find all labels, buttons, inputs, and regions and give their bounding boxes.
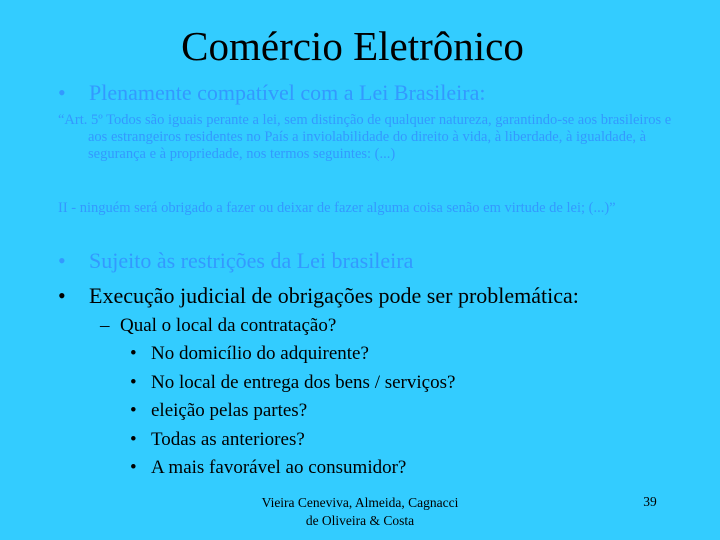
bullet-glyph: •: [130, 343, 137, 364]
constitution-quote: “Art. 5º Todos são iguais perante a lei, sem distinção de qualquer natureza, garantindo-se aos brasileiros e aos estrangeiros residentes no País a inviolabilidade do direito à vida, à liberdade, à igualdade, à segurança e à propriedade, nos termos seguintes: (...): [58, 112, 672, 162]
bullet-glyph: •: [130, 372, 137, 393]
bullet-glyph: •: [58, 80, 66, 105]
bullet-item-enforcement: [60, 283, 700, 309]
bullet-glyph: •: [130, 429, 137, 450]
option-item: [130, 343, 550, 367]
bullet-item-restrictions: [60, 248, 700, 274]
bullet-glyph: •: [130, 457, 137, 478]
slide-title: Comércio Eletrônico: [181, 23, 524, 69]
page-number: 39: [643, 494, 657, 509]
footer-authors-line2: de Oliveira & Costa: [305, 513, 415, 528]
option-item: [130, 457, 550, 481]
bullet-glyph: •: [58, 283, 66, 308]
option-text: A mais favorável ao consumidor?: [151, 457, 407, 478]
bullet-text: Execução judicial de obrigações pode ser problemática:: [89, 283, 579, 308]
bullet-text: Plenamente compatível com a Lei Brasileira:: [89, 80, 486, 105]
subpoint-contract-location: [100, 315, 500, 339]
dash-glyph: –: [100, 315, 110, 336]
footer-authors-line1: Vieira Ceneviva, Almeida, Cagnacci: [261, 495, 459, 510]
bullet-glyph: •: [58, 248, 66, 273]
option-item: [130, 400, 550, 424]
option-text: Todas as anteriores?: [151, 429, 305, 450]
subpoint-text: Qual o local da contratação?: [120, 315, 337, 336]
constitution-inciso: II - ninguém será obrigado a fazer ou deixar de fazer alguma coisa senão em virtude de lei; (...)”: [58, 200, 616, 216]
slide-footer: [235, 494, 485, 530]
bullet-text: Sujeito às restrições da Lei brasileira: [89, 248, 414, 273]
option-item: [130, 429, 550, 453]
option-text: eleição pelas partes?: [151, 400, 308, 421]
option-text: No local de entrega dos bens / serviços?: [151, 372, 456, 393]
option-text: No domicílio do adquirente?: [151, 343, 369, 364]
bullet-glyph: •: [130, 400, 137, 421]
option-item: [130, 372, 550, 396]
